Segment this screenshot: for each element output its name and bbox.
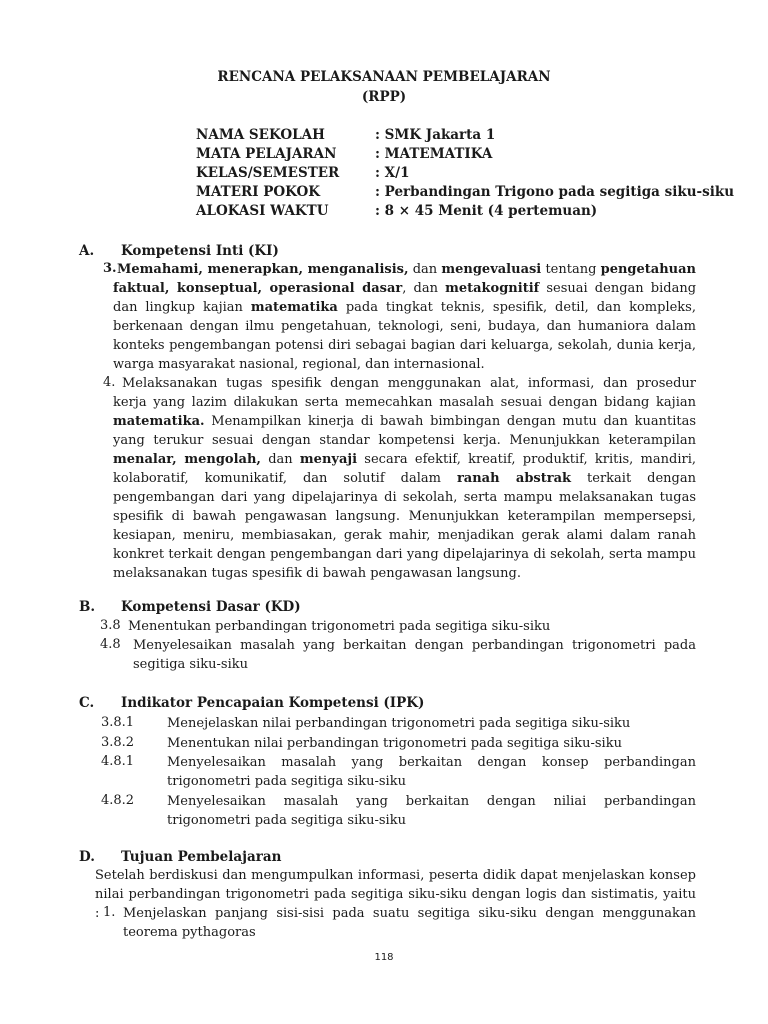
ki4-t8: ranah abstrak bbox=[456, 471, 572, 486]
document-subtitle: (RPP) bbox=[361, 89, 407, 105]
section-a-title: Kompetensi Inti (KI) bbox=[121, 243, 279, 259]
ipk-text-3-8-1: Menejelaskan nilai perbandingan trigonometri pada segitiga siku-siku bbox=[167, 716, 631, 731]
ki4-t7: secara efektif, kreatif, produktif, kritis, mandiri, kolaboratif, komunikatif, dan solutif dalam bbox=[113, 452, 696, 486]
section-d-letter: D. bbox=[79, 849, 95, 865]
identity-label-topic: MATERI POKOK bbox=[196, 184, 321, 200]
ki3-t5: pengetahuan faktual, konseptual, operasional dasar bbox=[113, 262, 696, 296]
objective-text-1: Menjelaskan panjang sisi-sisi pada suatu segitiga siku-siku dengan menggunakan teorema pythagoras bbox=[123, 906, 696, 940]
identity-label-subject: MATA PELAJARAN bbox=[196, 146, 337, 162]
ki4-number: 4. bbox=[103, 375, 116, 390]
document-title: RENCANA PELAKSANAAN PEMBELAJARAN bbox=[217, 69, 551, 85]
ki3-t2: dan bbox=[408, 262, 442, 277]
identity-value-school: : SMK Jakarta 1 bbox=[375, 127, 496, 143]
ki4-paragraph bbox=[113, 374, 696, 583]
section-d-title: Tujuan Pembelajaran bbox=[121, 849, 282, 865]
section-c-title: Indikator Pencapaian Kompetensi (IPK) bbox=[121, 695, 425, 711]
ki4-t9: terkait dengan pengembangan dari yang dipelajarinya di sekolah, serta mampu melaksanakan tugas spesifik di bawah pengawasan langsung. Menunjukkan keterampilan mempersepsi, kesiapan, meniru, membiasakan, gerak mahir, menjadikan gerak alami dalam ranah konkret terkait dengan pengembangan dari yang dipelajarinya di sekolah, serta mampu melaksanakan tugas spesifik di bawah pengawasan langsung. bbox=[113, 471, 696, 581]
identity-value-subject: : MATEMATIKA bbox=[375, 146, 493, 162]
ki3-t1: Memahami, menerapkan, menganalisis, bbox=[117, 262, 409, 277]
page-number: 118 bbox=[374, 952, 394, 963]
ki3-t7: metakognitif bbox=[445, 281, 540, 296]
ki3-paragraph bbox=[113, 260, 696, 374]
ipk-text-4-8-2: Menyelesaikan masalah yang berkaitan dengan niliai perbandingan trigonometri pada segitiga siku-siku bbox=[167, 794, 696, 828]
ki4-t6: menyaji bbox=[299, 452, 358, 467]
section-a-letter: A. bbox=[79, 243, 95, 259]
kd-number-4-8: 4.8 bbox=[100, 637, 121, 652]
ki4-t5: dan bbox=[260, 452, 300, 467]
ki3-t10: pada tingkat teknis, spesifik, detil, dan kompleks, berkenaan dengan ilmu pengetahuan, teknologi, seni, budaya, dan humaniora dalam konteks pengembangan potensi diri sebagai bagian dari keluarga, sekolah, dunia kerja, warga masyarakat nasional, regional, dan internasional. bbox=[113, 300, 696, 372]
identity-label-time: ALOKASI WAKTU bbox=[196, 203, 329, 219]
ipk-text-3-8-2: Menentukan nilai perbandingan trigonometri pada segitiga siku-siku bbox=[167, 736, 622, 751]
ipk-text-4-8-1: Menyelesaikan masalah yang berkaitan dengan konsep perbandingan trigonometri pada segitiga siku-siku bbox=[167, 755, 696, 789]
identity-value-topic: : Perbandingan Trigono pada segitiga siku-siku bbox=[375, 184, 735, 200]
section-b-title: Kompetensi Dasar (KD) bbox=[121, 599, 301, 615]
ki4-t4: menalar, mengolah, bbox=[113, 452, 261, 467]
ki3-t3: mengevaluasi bbox=[441, 262, 542, 277]
identity-value-class: : X/1 bbox=[375, 165, 410, 181]
ki3-t8: sesuai dengan bidang dan lingkup kajian bbox=[113, 281, 697, 315]
ki4-t3: Menampilkan kinerja di bawah bimbingan dengan mutu dan kuantitas yang terukur sesuai dengan standar kompetensi kerja. Menunjukkan keterampilan bbox=[113, 414, 696, 448]
section-b-letter: B. bbox=[79, 599, 96, 615]
kd-number-3-8: 3.8 bbox=[100, 618, 121, 633]
ki4-t2: matematika. bbox=[113, 414, 205, 429]
ki3-t6: , dan bbox=[402, 281, 446, 296]
kd-text-4-8: Menyelesaikan masalah yang berkaitan dengan perbandingan trigonometri pada segitiga siku-siku bbox=[133, 638, 696, 672]
objective-number-1: 1. bbox=[103, 905, 116, 920]
ipk-number-3-8-1: 3.8.1 bbox=[101, 715, 135, 730]
identity-value-time: : 8 × 45 Menit (4 pertemuan) bbox=[375, 203, 598, 219]
objective-intro: Setelah berdiskusi dan mengumpulkan informasi, peserta didik dapat menjelaskan konsep nilai perbandingan trigonometri pada segitiga siku-siku dengan logis dan sistimatis, yaitu : bbox=[95, 868, 696, 921]
ki3-t9: matematika bbox=[250, 300, 338, 315]
ki3-number: 3. bbox=[103, 261, 117, 276]
ki4-t1: Melaksanakan tugas spesifik dengan menggunakan alat, informasi, dan prosedur kerja yang lazim dilakukan serta memecahkan masalah sesuai dengan bidang kajian bbox=[113, 376, 696, 410]
ki3-t4: tentang bbox=[541, 262, 601, 277]
section-c-letter: C. bbox=[79, 695, 95, 711]
ipk-number-4-8-1: 4.8.1 bbox=[101, 754, 135, 769]
ipk-number-4-8-2: 4.8.2 bbox=[101, 793, 135, 808]
identity-label-school: NAMA SEKOLAH bbox=[196, 127, 325, 143]
identity-label-class: KELAS/SEMESTER bbox=[196, 165, 340, 181]
kd-text-3-8: Menentukan perbandingan trigonometri pada segitiga siku-siku bbox=[128, 619, 551, 634]
ipk-number-3-8-2: 3.8.2 bbox=[101, 735, 135, 750]
